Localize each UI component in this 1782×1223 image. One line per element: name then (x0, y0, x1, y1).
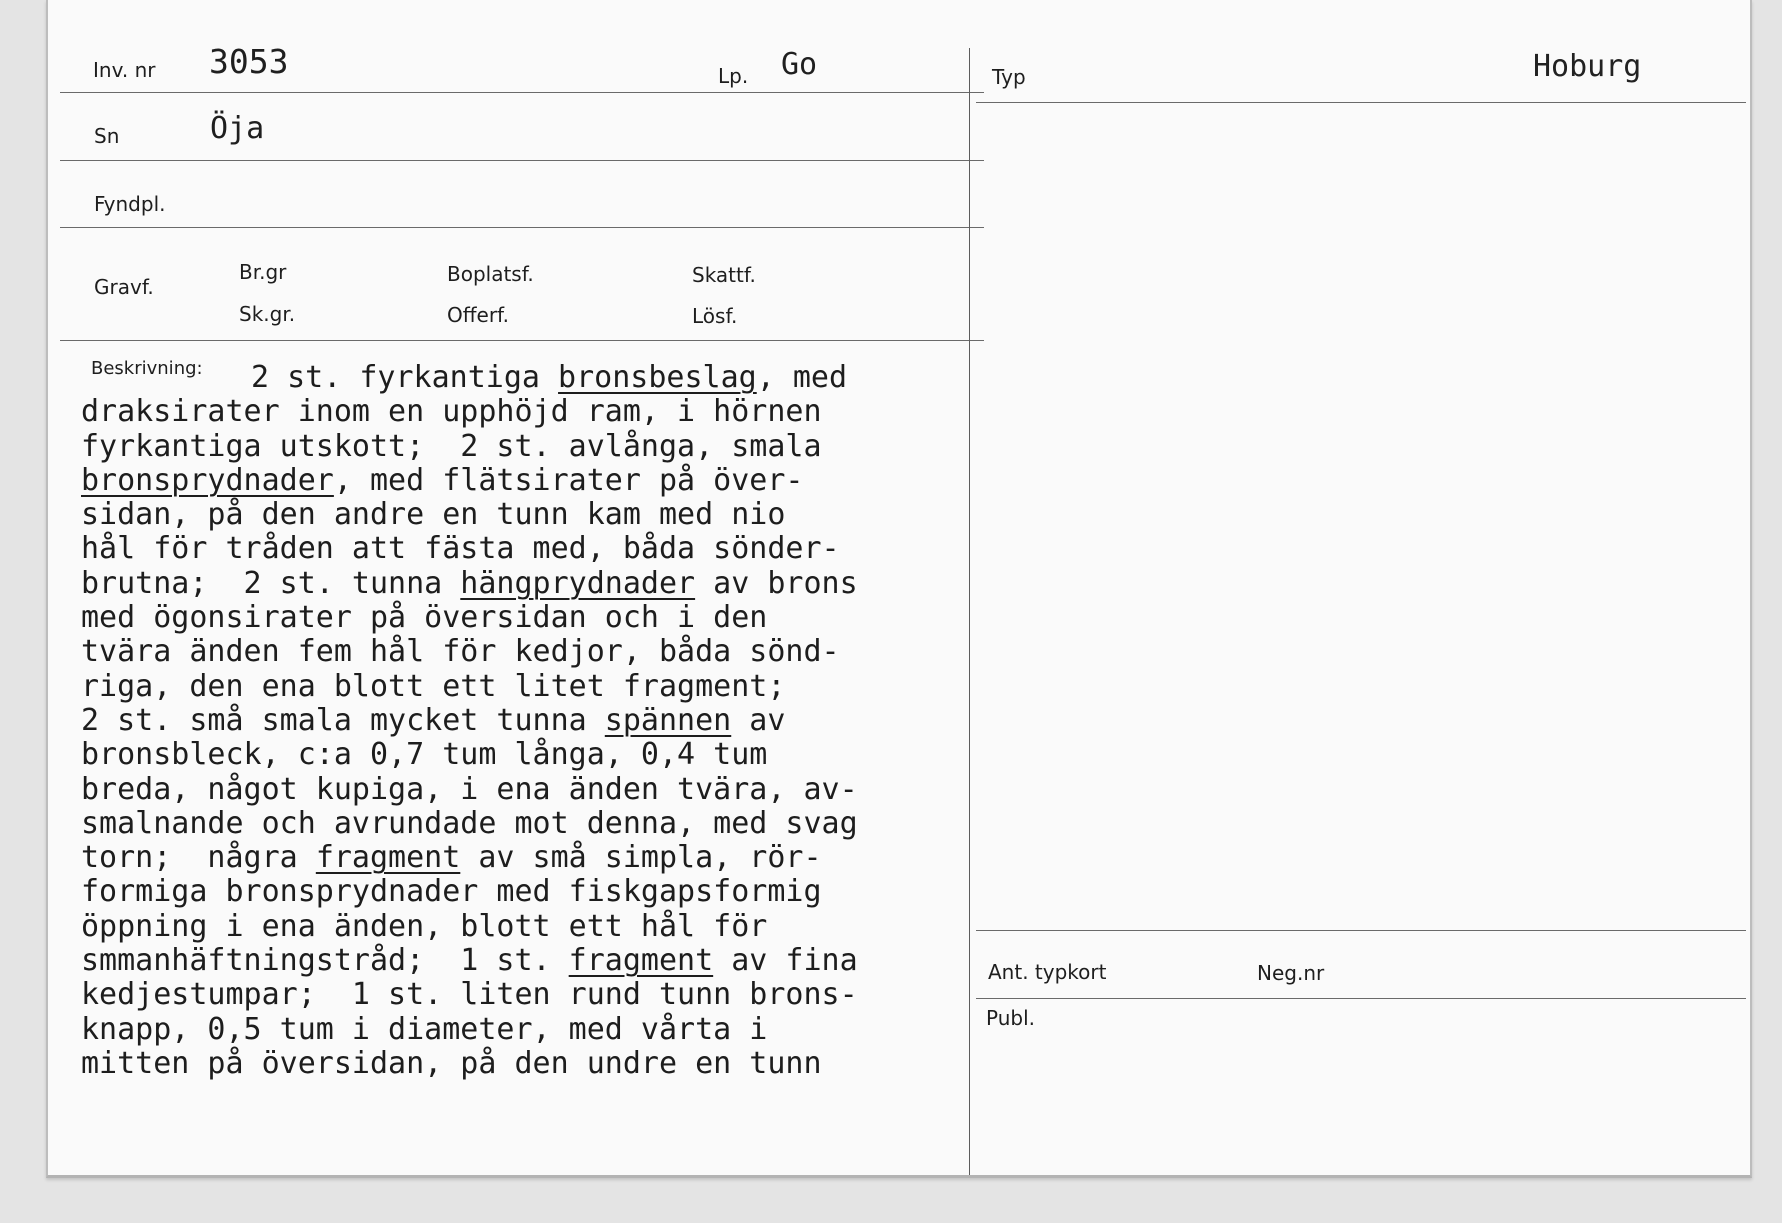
gravf-label: Gravf. (94, 275, 154, 299)
description-line (81, 532, 858, 566)
description-line (81, 498, 858, 532)
description-text-segment: , med (756, 360, 848, 395)
description-line (81, 738, 858, 772)
brgr-label: Br.gr (239, 260, 287, 284)
neg-nr-label: Neg.nr (1257, 961, 1325, 985)
description-text-segment: 2 st. fyrkantiga (251, 360, 559, 395)
description-text-segment: breda, något kupiga, i ena änden tvära, av- (81, 771, 858, 807)
description-text-segment: hål för tråden att fästa med, båda sönder- (81, 531, 840, 567)
losf-label: Lösf. (692, 304, 738, 328)
description-text-segment: fyrkantiga utskott; 2 st. avlånga, smala (81, 428, 822, 464)
description-line (81, 704, 858, 738)
underlined-term: hängprydnader (460, 565, 696, 601)
description-line (81, 978, 858, 1012)
description-line (81, 944, 858, 978)
rule-inv (60, 92, 984, 93)
typ-label: Typ (992, 65, 1026, 89)
description-text-segment: kedjestumpar; 1 st. liten rund tunn brons- (81, 977, 858, 1013)
description-text-segment: med ögonsirater på översidan och i den (81, 600, 768, 636)
sn-value: Öja (210, 111, 265, 146)
underlined-term: bronsprydnader (81, 462, 334, 498)
description-line (81, 395, 858, 429)
description-text-segment: , med flätsirater på över- (333, 462, 804, 498)
rule-fyndpl (60, 227, 984, 228)
description-line (81, 635, 858, 669)
underlined-term: fragment (568, 943, 714, 979)
description-line (81, 567, 858, 601)
inv-nr-label: Inv. nr (93, 58, 156, 82)
lp-value: Go (781, 47, 818, 82)
underlined-term: spännen (604, 702, 732, 738)
description-line (81, 910, 858, 944)
underlined-term: fragment (315, 840, 461, 876)
beskrivning-label: Beskrivning: (91, 358, 203, 379)
description-line (81, 464, 858, 498)
publ-label: Publ. (986, 1006, 1035, 1030)
rule-typ (976, 102, 1746, 103)
description-line (81, 430, 858, 464)
description-text-segment: riga, den ena blott ett litet fragment; (81, 668, 786, 704)
description-text-segment: knapp, 0,5 tum i diameter, med vårta i (81, 1011, 768, 1047)
boplatsf-label: Boplatsf. (447, 262, 534, 286)
description-text-segment: av små simpla, rör- (460, 840, 822, 876)
lp-label: Lp. (718, 64, 749, 88)
description-text-segment: torn; några (81, 840, 316, 876)
description-text-segment: öppning i ena änden, blott ett hål för (81, 908, 768, 944)
sn-label: Sn (94, 124, 120, 148)
skattf-label: Skattf. (692, 263, 756, 287)
rule-ant-typkort (976, 930, 1746, 931)
description-line (81, 841, 858, 875)
description-line (81, 601, 858, 635)
description-line (81, 358, 858, 395)
description-line (81, 773, 858, 807)
description-text-segment: smmanhäftningstråd; 1 st. (81, 943, 569, 979)
description-text-segment: brutna; 2 st. tunna (81, 565, 461, 601)
rule-sn (60, 160, 984, 161)
description-text-segment: sidan, på den andre en tunn kam med nio (81, 497, 786, 533)
description-text-segment: mitten på översidan, på den undre en tunn (81, 1045, 822, 1081)
description-line (81, 1013, 858, 1047)
underlined-term: bronsbeslag (558, 360, 757, 395)
rule-gravf (60, 340, 984, 341)
description-text-segment: draksirater inom en upphöjd ram, i hörnen (81, 394, 822, 430)
skgr-label: Sk.gr. (239, 302, 296, 326)
description-line (81, 670, 858, 704)
description-line (81, 807, 858, 841)
description-text-segment: av brons (695, 565, 858, 601)
description-text-segment: av (731, 702, 786, 738)
typ-value: Hoburg (1533, 49, 1642, 84)
description-text-segment: smalnande och avrundade mot denna, med svag (81, 805, 858, 841)
inv-nr-value: 3053 (209, 42, 289, 81)
description-text-segment: 2 st. små smala mycket tunna (81, 702, 605, 738)
description-text-segment: av fina (713, 943, 858, 979)
description-text-segment: formiga bronsprydnader med fiskgapsformig (81, 874, 822, 910)
column-divider (969, 48, 970, 1175)
description-text (81, 358, 858, 1081)
ant-typkort-label: Ant. typkort (988, 960, 1107, 984)
description-line (81, 875, 858, 909)
description-line (81, 1047, 858, 1081)
fyndpl-label: Fyndpl. (94, 192, 166, 216)
description-text-segment: bronsbleck, c:a 0,7 tum långa, 0,4 tum (81, 737, 768, 773)
offerf-label: Offerf. (447, 303, 509, 327)
rule-publ (976, 998, 1746, 999)
description-text-segment: tvära änden fem hål för kedjor, båda sönd- (81, 634, 840, 670)
